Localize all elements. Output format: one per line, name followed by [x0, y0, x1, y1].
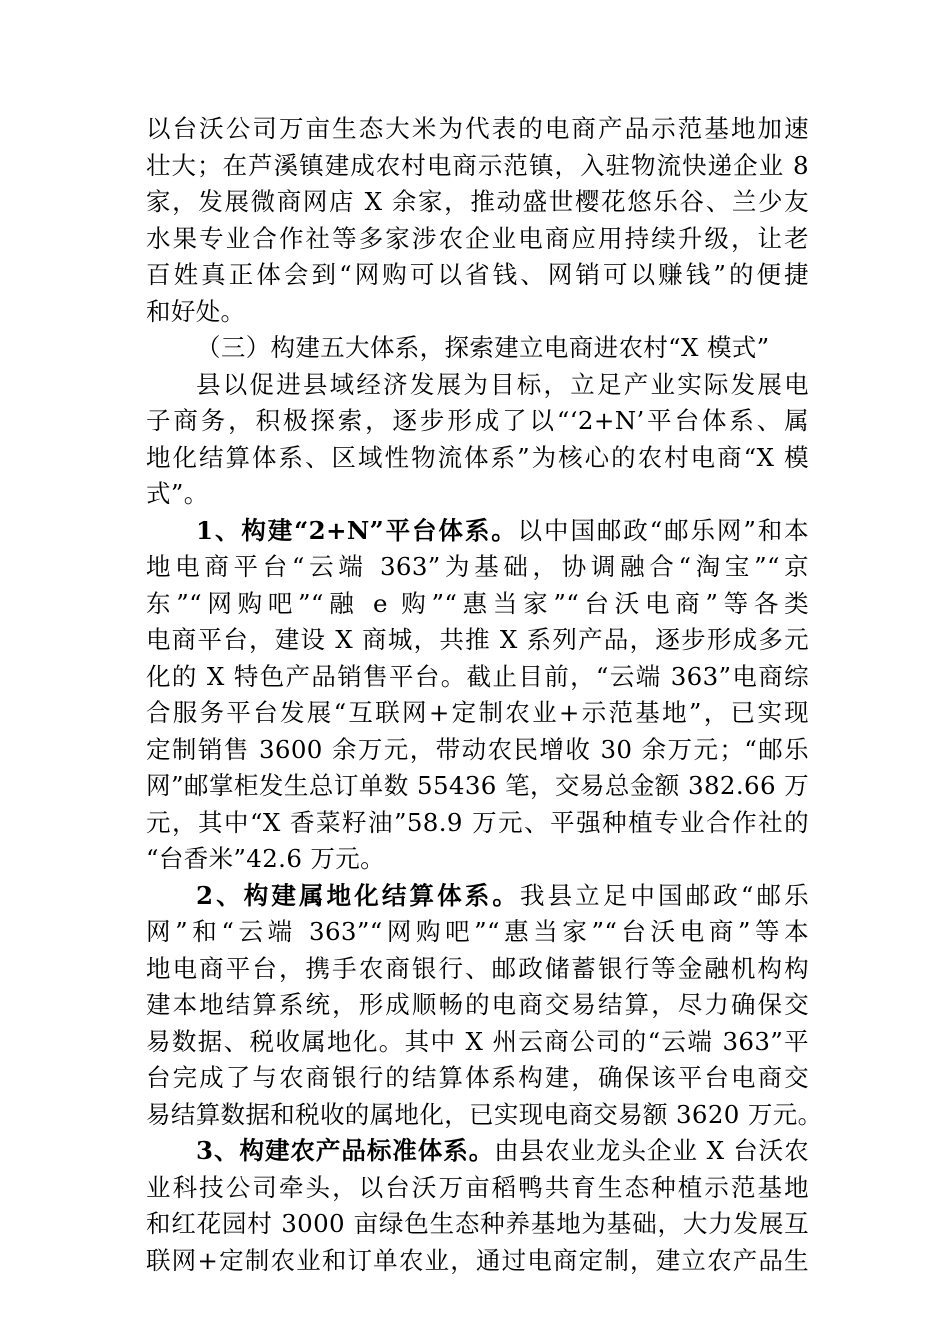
text-line: 以台沃公司万亩生态大米为代表的电商产品示范基地加速 — [146, 114, 809, 143]
text-line: 易数据、税收属地化。其中 X 州云商公司的“云端 363”平 — [146, 1026, 809, 1056]
text-line: 东”“网购吧”“融 e 购”“惠当家”“台沃电商”等各类 — [146, 588, 809, 618]
text-line: 联网+定制农业和订单农业，通过电商定制，建立农产品生 — [146, 1245, 809, 1275]
text-line: 百姓真正体会到“网购可以省钱、网销可以赚钱”的便捷 — [146, 260, 809, 289]
text-line: 定制销售 3600 余万元，带动农民增收 30 余万元；“邮乐 — [146, 734, 809, 764]
section-heading: （三）构建五大体系，探索建立电商进农村“X 模式” — [196, 333, 770, 362]
text-line: 地电商平台“云端 363”为基础，协调融合“淘宝”“京 — [146, 552, 809, 581]
text-line: 式”。 — [146, 479, 209, 508]
text-line: 建本地结算系统，形成顺畅的电商交易结算，尽力确保交 — [146, 990, 809, 1019]
text-line — [146, 878, 809, 915]
text-line: 化的 X 特色产品销售平台。截止目前，“云端 363”电商综 — [146, 661, 809, 691]
text-line — [146, 1133, 809, 1170]
text-line: 网”邮掌柜发生总订单数 55436 笔，交易总金额 382.66 万 — [146, 771, 809, 800]
paragraph-5 — [146, 1133, 809, 1279]
text-line: “台香米”42.6 万元。 — [146, 844, 385, 873]
text-line: 壮大；在芦溪镇建成农村电商示范镇，入驻物流快递企业 8 — [146, 150, 809, 180]
bold-lead: 1、构建“2+N”平台体系。 — [196, 515, 518, 545]
lead-rest: 我县立足中国邮政“邮乐 — [519, 880, 809, 910]
paragraph-4 — [146, 878, 823, 1134]
text-line: 元，其中“X 香菜籽油”58.9 万元、平强种植专业合作社的 — [146, 807, 809, 837]
paragraph-3 — [146, 513, 809, 878]
text-line: 子商务，积极探索，逐步形成了以“‘2+N’平台体系、属 — [146, 406, 809, 435]
paragraph-1 — [146, 111, 809, 330]
bold-lead: 2、构建属地化结算体系。 — [196, 880, 520, 910]
text-line: 和好处。 — [146, 296, 246, 326]
lead-rest: 以中国邮政“邮乐网”和本 — [517, 515, 810, 545]
text-line: 地化结算体系、区域性物流体系”为核心的农村电商“X 模 — [146, 442, 809, 472]
text-line — [146, 513, 809, 550]
text-line: 地电商平台，携手农商银行、邮政储蓄银行等金融机构构 — [146, 953, 809, 983]
text-line: 电商平台，建设 X 商城，共推 X 系列产品，逐步形成多元 — [146, 625, 809, 654]
text-line: 合服务平台发展“互联网+定制农业+示范基地”，已实现 — [146, 698, 809, 727]
bold-lead: 3、构建农产品标准体系。 — [196, 1136, 495, 1165]
text-line: 易结算数据和税收的属地化，已实现电商交易额 3620 万元。 — [146, 1099, 823, 1129]
text-line: 水果专业合作社等多家涉农企业电商应用持续升级，让老 — [146, 223, 809, 253]
text-line: 业科技公司牵头，以台沃万亩稻鸭共育生态种植示范基地 — [146, 1172, 809, 1202]
document-page — [146, 111, 823, 1279]
lead-rest: 由县农业龙头企业 X 台沃农 — [494, 1136, 810, 1165]
text-line: 县以促进县域经济发展为目标，立足产业实际发展电 — [196, 369, 809, 399]
text-line: 网”和“云端 363”“网购吧”“惠当家”“台沃电商”等本 — [146, 917, 809, 946]
text-line: 家，发展微商网店 X 余家，推动盛世樱花悠乐谷、兰少友 — [146, 187, 809, 216]
text-line: 和红花园村 3000 亩绿色生态种养基地为基础，大力发展互 — [146, 1209, 809, 1238]
text-line: 台完成了与农商银行的结算体系构建，确保该平台电商交 — [146, 1063, 809, 1092]
paragraph-2 — [146, 367, 809, 513]
